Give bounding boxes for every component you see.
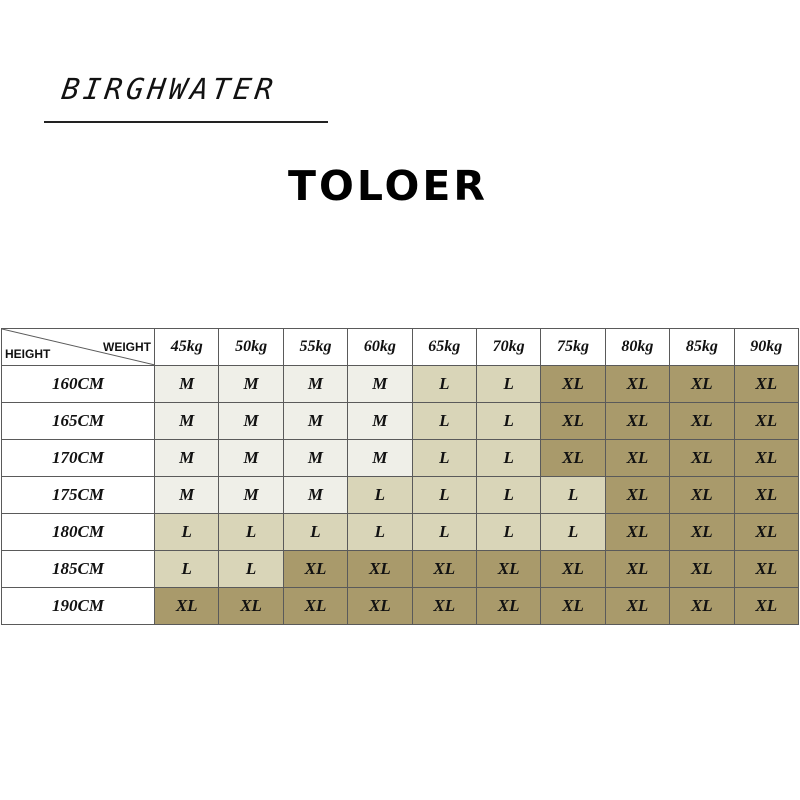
size-cell: XL [605,403,669,440]
size-cell: XL [734,588,798,625]
size-cell: L [412,403,476,440]
size-cell: XL [348,551,412,588]
table-body [2,366,799,625]
weight-header-90kg: 90kg [734,329,798,366]
height-label: 160CM [2,366,155,403]
size-cell: M [348,366,412,403]
weight-header-45kg: 45kg [155,329,219,366]
weight-header-80kg: 80kg [605,329,669,366]
size-cell: XL [541,366,605,403]
size-cell: M [283,477,347,514]
height-axis-label: HEIGHT [5,347,51,361]
size-cell: XL [734,366,798,403]
size-cell: M [283,440,347,477]
size-cell: L [155,514,219,551]
weight-header-85kg: 85kg [670,329,734,366]
size-cell: L [476,477,540,514]
size-cell: XL [476,588,540,625]
brand-underline [44,121,328,123]
table-row [2,403,799,440]
size-cell: L [219,514,283,551]
size-cell: XL [734,477,798,514]
table-row [2,366,799,403]
size-cell: M [348,403,412,440]
size-cell: XL [348,588,412,625]
size-cell: XL [670,477,734,514]
size-cell: XL [155,588,219,625]
size-cell: XL [605,551,669,588]
size-cell: L [476,366,540,403]
size-cell: XL [541,588,605,625]
height-label: 170CM [2,440,155,477]
size-cell: XL [541,551,605,588]
weight-header-65kg: 65kg [412,329,476,366]
size-cell: XL [476,551,540,588]
size-cell: XL [670,551,734,588]
size-cell: M [283,366,347,403]
size-cell: XL [670,403,734,440]
size-cell: L [476,403,540,440]
height-label: 185CM [2,551,155,588]
size-cell: M [219,477,283,514]
weight-header-70kg: 70kg [476,329,540,366]
header-row [2,329,799,366]
size-cell: XL [605,440,669,477]
size-cell: L [541,514,605,551]
height-label: 190CM [2,588,155,625]
size-cell: XL [412,588,476,625]
weight-axis-label: WEIGHT [103,340,151,354]
size-cell: L [412,477,476,514]
height-label: 165CM [2,403,155,440]
size-cell: XL [605,514,669,551]
size-cell: XL [541,403,605,440]
table-row [2,588,799,625]
size-cell: XL [734,403,798,440]
size-cell: L [412,366,476,403]
size-cell: M [219,366,283,403]
table-row [2,514,799,551]
height-label: 175CM [2,477,155,514]
page-title: TOLOER [288,162,488,210]
size-cell: M [219,440,283,477]
size-cell: L [412,440,476,477]
weight-header-55kg: 55kg [283,329,347,366]
size-cell: XL [412,551,476,588]
size-cell: L [476,440,540,477]
size-cell: XL [605,366,669,403]
size-cell: M [219,403,283,440]
size-cell: XL [670,514,734,551]
size-cell: L [348,477,412,514]
table-row [2,551,799,588]
size-cell: XL [670,440,734,477]
size-cell: L [348,514,412,551]
height-label: 180CM [2,514,155,551]
size-cell: XL [670,588,734,625]
size-cell: XL [283,551,347,588]
size-cell: M [155,477,219,514]
size-cell: M [155,366,219,403]
size-cell: M [155,440,219,477]
size-cell: XL [283,588,347,625]
table-corner-cell [2,329,155,366]
size-cell: L [155,551,219,588]
weight-header-60kg: 60kg [348,329,412,366]
brand-logo: BIRGHWATER [59,72,279,106]
size-cell: XL [734,440,798,477]
size-cell: XL [734,551,798,588]
size-cell: L [219,551,283,588]
size-cell: L [541,477,605,514]
size-cell: XL [219,588,283,625]
weight-header-50kg: 50kg [219,329,283,366]
size-cell: L [283,514,347,551]
size-cell: XL [734,514,798,551]
size-cell: L [412,514,476,551]
size-cell: XL [605,588,669,625]
size-cell: M [283,403,347,440]
size-cell: M [348,440,412,477]
size-cell: XL [541,440,605,477]
size-cell: XL [605,477,669,514]
size-cell: M [155,403,219,440]
table-row [2,477,799,514]
table-row [2,440,799,477]
size-cell: XL [670,366,734,403]
size-cell: L [476,514,540,551]
weight-header-75kg: 75kg [541,329,605,366]
size-chart-table [1,328,799,625]
